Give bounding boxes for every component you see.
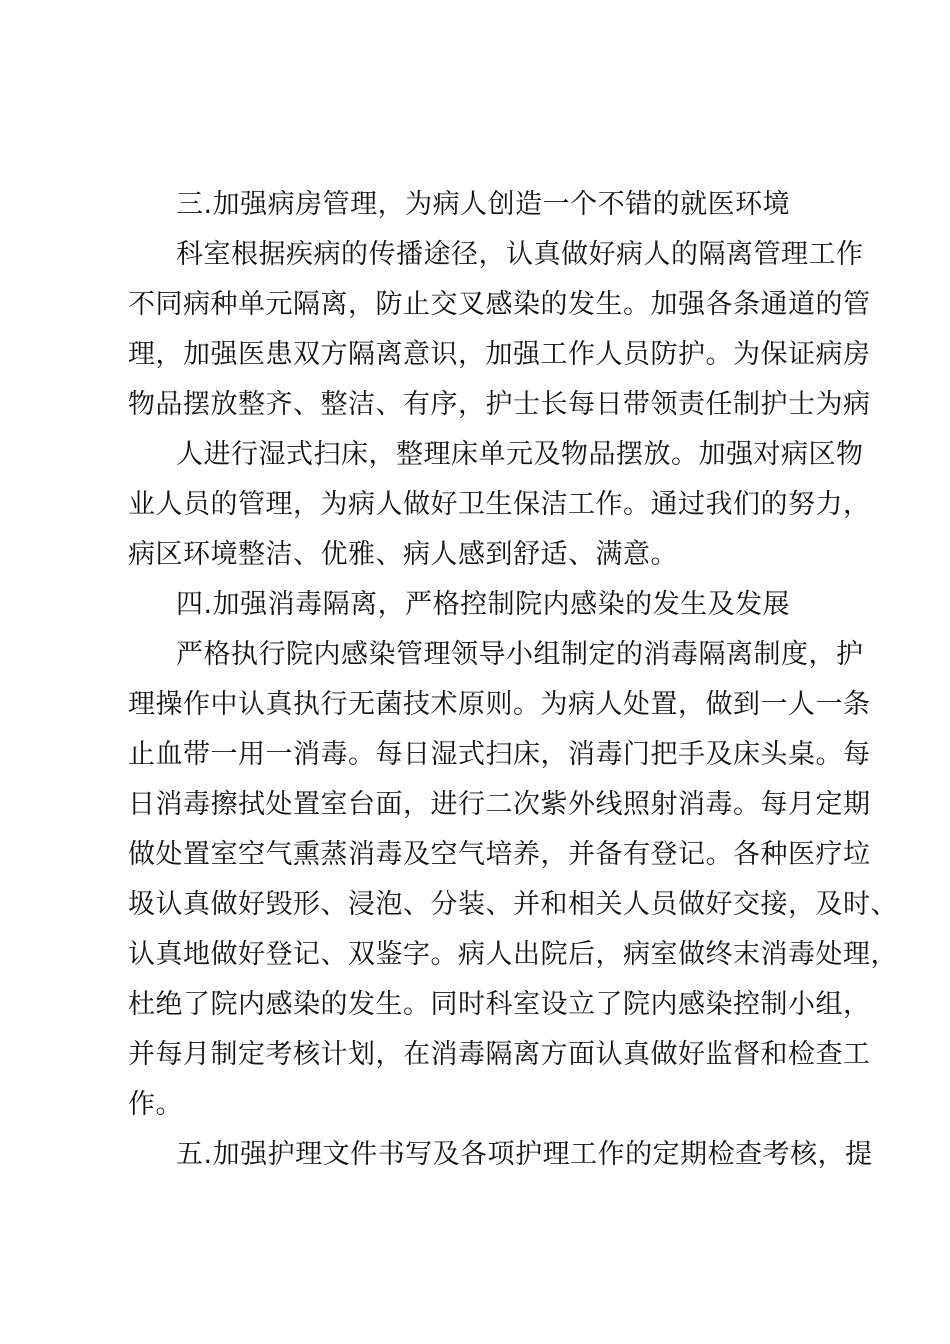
paragraph-line: 做处置室空气熏蒸消毒及空气培养，并备有登记。各种医疗垃 <box>128 839 871 870</box>
paragraph-line: 止血带一用一消毒。每日湿式扫床，消毒门把手及床头桌。每 <box>128 739 871 770</box>
paragraph-line: 病区环境整洁、优雅、病人感到舒适、满意。 <box>128 539 678 570</box>
paragraph-line: 业人员的管理，为病人做好卫生保洁工作。通过我们的努力， <box>128 489 871 520</box>
paragraph-line: 并每月制定考核计划，在消毒隔离方面认真做好监督和检查工 <box>128 1039 871 1070</box>
paragraph-line: 认真地做好登记、双鉴字。病人出院后，病室做终末消毒处理， <box>128 939 898 970</box>
section-heading-3: 三.加强病房管理，为病人创造一个不错的就医环境 <box>176 189 791 220</box>
paragraph-line: 科室根据疾病的传播途径，认真做好病人的隔离管理工作 <box>176 239 864 270</box>
paragraph-line: 圾认真做好毁形、浸泡、分装、并和相关人员做好交接，及时、 <box>128 889 898 920</box>
paragraph-line: 作。 <box>128 1089 183 1120</box>
paragraph-line: 物品摆放整齐、整洁、有序，护士长每日带领责任制护士为病 <box>128 389 871 420</box>
paragraph-line: 严格执行院内感染管理领导小组制定的消毒隔离制度，护 <box>176 639 864 670</box>
paragraph-line: 理操作中认真执行无菌技术原则。为病人处置，做到一人一条 <box>128 689 871 720</box>
paragraph-line: 杜绝了院内感染的发生。同时科室设立了院内感染控制小组， <box>128 989 871 1020</box>
paragraph-line: 人进行湿式扫床，整理床单元及物品摆放。加强对病区物 <box>176 439 864 470</box>
section-heading-5: 五.加强护理文件书写及各项护理工作的定期检查考核，提 <box>176 1139 873 1170</box>
section-heading-4: 四.加强消毒隔离，严格控制院内感染的发生及发展 <box>176 589 791 620</box>
paragraph-line: 日消毒擦拭处置室台面，进行二次紫外线照射消毒。每月定期 <box>128 789 871 820</box>
paragraph-line: 不同病种单元隔离，防止交叉感染的发生。加强各条通道的管 <box>128 289 871 320</box>
paragraph-line: 理，加强医患双方隔离意识，加强工作人员防护。为保证病房 <box>128 339 871 370</box>
